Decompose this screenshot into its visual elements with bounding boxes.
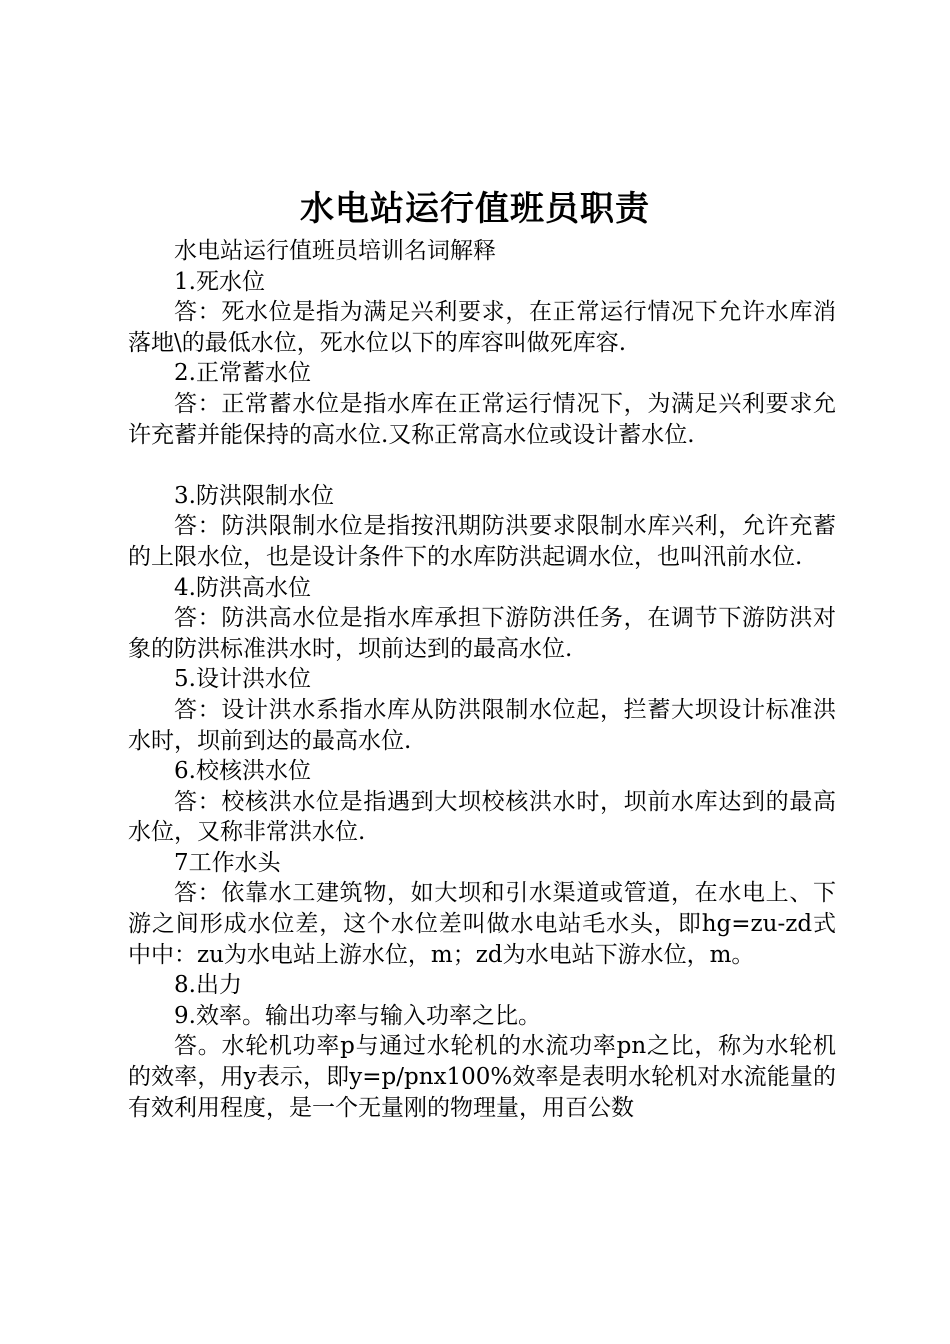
document-body — [128, 236, 836, 1123]
term-heading-7: 7工作水头 — [174, 849, 281, 876]
term-heading-4: 4.防洪高水位 — [174, 574, 311, 601]
term-answer-7: 答：依靠水工建筑物，如大坝和引水渠道或管道，在水电上、下游之间形成水位差，这个水位差叫做水电站毛水头，即hg=zu-zd式中中：zu为水电站上游水位，m；zd为水电站下游水位，m。 — [128, 880, 836, 968]
term-heading-9: 9.效率。输出功率与输入功率之比。 — [174, 1002, 541, 1029]
term-heading-6: 6.校核洪水位 — [174, 758, 311, 785]
term-heading-2: 2.正常蓄水位 — [174, 360, 311, 387]
term-answer-9: 答。水轮机功率p与通过水轮机的水流功率pn之比，称为水轮机的效率，用y表示，即y=p/pnx100%效率是表明水轮机对水流能量的有效利用程度，是一个无量刚的物理量，用百公数 — [128, 1033, 836, 1121]
paragraph-subtitle: 水电站运行值班员培训名词解释 — [174, 238, 496, 264]
term-heading-1: 1.死水位 — [174, 268, 265, 295]
term-answer-2: 答：正常蓄水位是指水库在正常运行情况下，为满足兴利要求允许充蓄并能保持的高水位.又称正常高水位或设计蓄水位. — [128, 390, 836, 448]
term-answer-5: 答：设计洪水系指水库从防洪限制水位起，拦蓄大坝设计标准洪水时，坝前到达的最高水位. — [128, 696, 836, 754]
term-heading-3: 3.防洪限制水位 — [174, 482, 334, 509]
term-answer-3: 答：防洪限制水位是指按汛期防洪要求限制水库兴利，允许充蓄的上限水位，也是设计条件下的水库防洪起调水位，也叫汛前水位. — [128, 513, 836, 570]
term-heading-8: 8.出力 — [174, 972, 242, 999]
term-answer-4: 答：防洪高水位是指水库承担下游防洪任务，在调节下游防洪对象的防洪标准洪水时，坝前达到的最高水位. — [128, 605, 836, 662]
document-title: 水电站运行值班员职责 — [300, 189, 650, 229]
term-answer-6: 答：校核洪水位是指遇到大坝校核洪水时，坝前水库达到的最高水位，又称非常洪水位. — [128, 788, 836, 846]
term-answer-1: 答：死水位是指为满足兴利要求，在正常运行情况下允许水库消落地\的最低水位，死水位以下的库容叫做死库容. — [128, 299, 836, 356]
term-heading-5: 5.设计洪水位 — [174, 666, 311, 693]
